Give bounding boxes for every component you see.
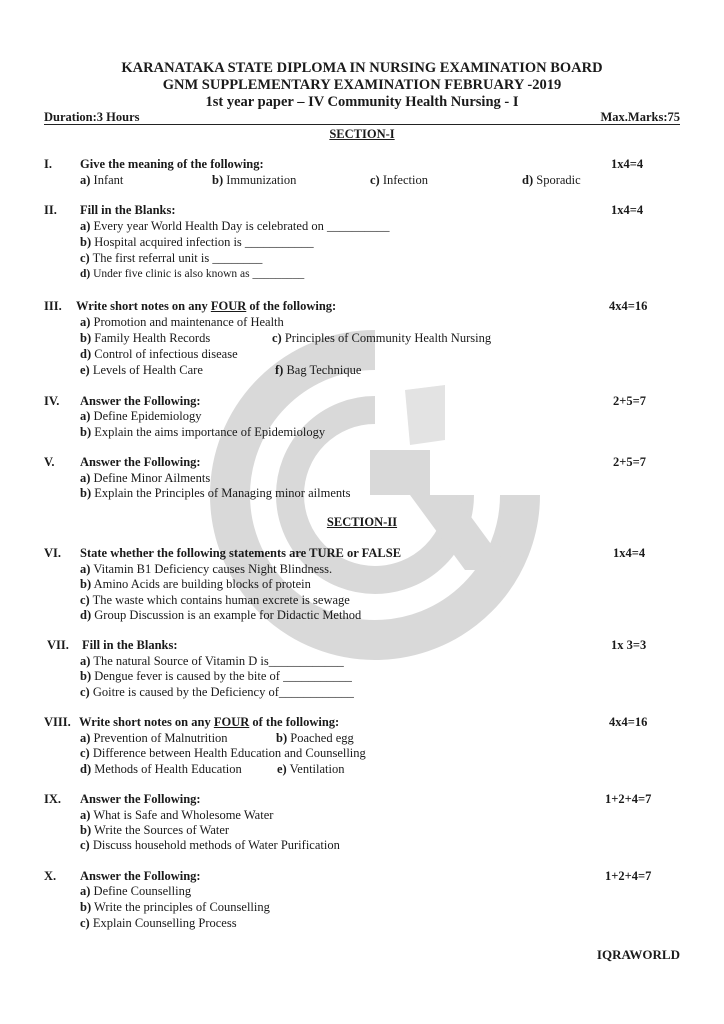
list-item: a) Infant <box>80 173 124 187</box>
question-title: Give the meaning of the following: <box>80 157 264 171</box>
question-number: IX. <box>44 792 62 806</box>
list-item: a) Define Minor Ailments <box>80 471 211 485</box>
footer-brand: IQRAWORLD <box>596 947 680 962</box>
list-item: e) Ventilation <box>277 762 345 776</box>
list-item: c) Explain Counselling Process <box>80 916 237 930</box>
header-rule <box>44 124 680 125</box>
list-item: b) Immunization <box>212 173 297 187</box>
question-number: VII. <box>47 638 69 652</box>
list-item: d) Methods of Health Education <box>80 762 242 776</box>
question-number: V. <box>44 455 55 469</box>
question-number: VIII. <box>44 715 71 729</box>
question-marks: 1x4=4 <box>613 546 646 560</box>
question-title: Write short notes on any FOUR of the following: <box>79 715 340 729</box>
list-item: d) Group Discussion is an example for Didactic Method <box>80 608 362 622</box>
list-item: c) Difference between Health Education and Counselling <box>80 746 366 760</box>
duration-label: Duration:3 Hours <box>44 110 140 124</box>
list-item: d) Under five clinic is also known as _________ <box>80 268 305 280</box>
max-marks-label: Max.Marks:75 <box>600 110 680 124</box>
list-item: d) Sporadic <box>522 173 581 187</box>
list-item: a) Define Counselling <box>80 884 192 898</box>
question-marks: 2+5=7 <box>613 394 646 408</box>
exam-title: GNM SUPPLEMENTARY EXAMINATION FEBRUARY -2019 <box>162 77 562 93</box>
question-marks: 4x4=16 <box>609 299 648 313</box>
question-number: X. <box>44 869 57 883</box>
question-marks: 1x4=4 <box>611 203 644 217</box>
board-title: KARANATAKA STATE DIPLOMA IN NURSING EXAMINATION BOARD <box>121 60 603 76</box>
list-item: a) Prevention of Malnutrition <box>80 731 228 745</box>
question-title: Answer the Following: <box>80 394 201 408</box>
list-item: c) Goitre is caused by the Deficiency of____________ <box>80 685 354 699</box>
question-title: Answer the Following: <box>80 792 201 806</box>
list-item: d) Control of infectious disease <box>80 347 238 361</box>
question-number: I. <box>44 157 52 171</box>
list-item: a) Define Epidemiology <box>80 409 202 423</box>
question-title: Answer the Following: <box>80 455 201 469</box>
list-item: b) Family Health Records <box>80 331 211 345</box>
question-number: VI. <box>44 546 62 560</box>
question-title: Fill in the Blanks: <box>82 638 178 652</box>
list-item: b) Explain the aims importance of Epidemiology <box>80 425 326 439</box>
question-number: III. <box>44 299 62 313</box>
section-2-heading: SECTION-II <box>326 515 398 529</box>
question-title: Write short notes on any FOUR of the following: <box>76 299 337 313</box>
question-marks: 1x 3=3 <box>611 638 647 652</box>
question-marks: 2+5=7 <box>613 455 646 469</box>
question-marks: 1+2+4=7 <box>605 792 652 806</box>
list-item: b) Hospital acquired infection is ___________ <box>80 235 314 249</box>
list-item: c) Discuss household methods of Water Purification <box>80 838 340 852</box>
paper-title: 1st year paper – IV Community Health Nursing - I <box>205 94 519 110</box>
list-item: b) Write the principles of Counselling <box>80 900 270 914</box>
question-title: State whether the following statements are TURE or FALSE <box>80 546 402 560</box>
question-marks: 1+2+4=7 <box>605 869 652 883</box>
question-title: Answer the Following: <box>80 869 201 883</box>
question-number: II. <box>44 203 57 217</box>
list-item: c) Principles of Community Health Nursing <box>272 331 492 345</box>
question-marks: 1x4=4 <box>611 157 644 171</box>
list-item: c) The first referral unit is ________ <box>80 251 263 265</box>
list-item: a) What is Safe and Wholesome Water <box>80 808 274 822</box>
question-marks: 4x4=16 <box>609 715 648 729</box>
list-item: c) Infection <box>370 173 428 187</box>
list-item: b) Poached egg <box>276 731 354 745</box>
list-item: b) Amino Acids are building blocks of protein <box>80 577 311 591</box>
list-item: a) The natural Source of Vitamin D is____________ <box>80 654 344 668</box>
list-item: a) Every year World Health Day is celebrated on __________ <box>80 219 390 233</box>
list-item: b) Dengue fever is caused by the bite of ___________ <box>80 669 352 683</box>
question-title: Fill in the Blanks: <box>80 203 176 217</box>
list-item: a) Promotion and maintenance of Health <box>80 315 284 329</box>
section-1-heading: SECTION-I <box>329 127 395 141</box>
list-item: b) Explain the Principles of Managing minor ailments <box>80 486 351 500</box>
list-item: f) Bag Technique <box>275 363 362 377</box>
question-number: IV. <box>44 394 60 408</box>
list-item: b) Write the Sources of Water <box>80 823 230 837</box>
list-item: e) Levels of Health Care <box>80 363 203 377</box>
list-item: a) Vitamin B1 Deficiency causes Night Blindness. <box>80 562 333 576</box>
list-item: c) The waste which contains human excrete is sewage <box>80 593 350 607</box>
